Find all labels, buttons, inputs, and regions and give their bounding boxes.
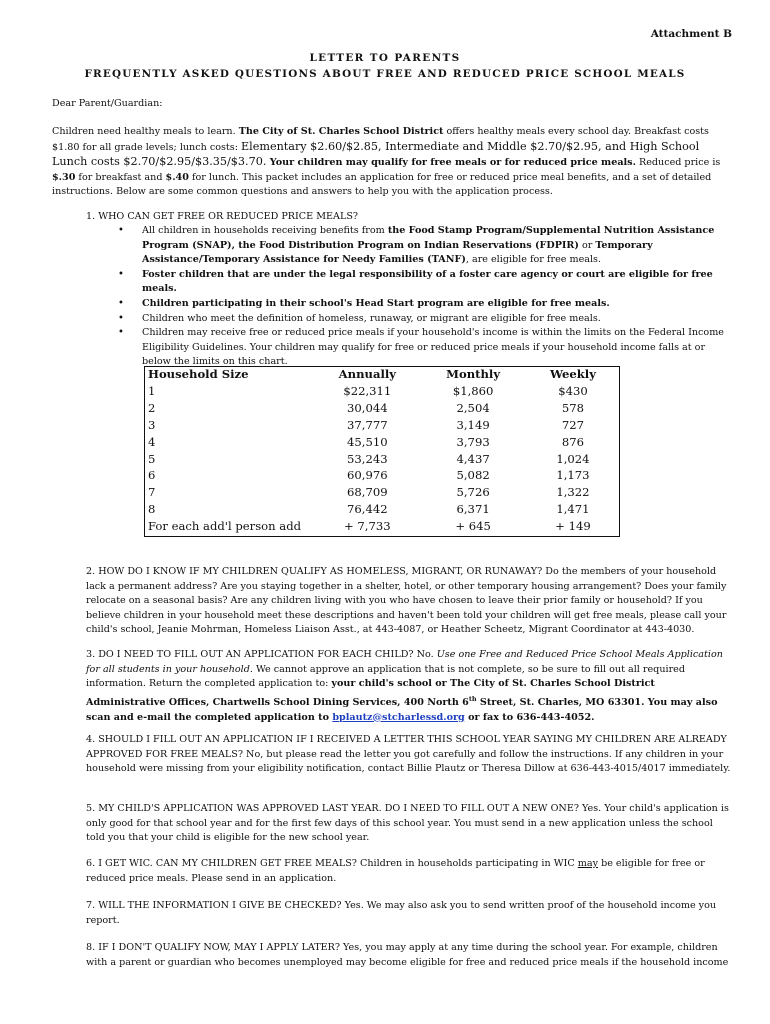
cell-monthly: 4,437 — [456, 451, 490, 466]
cell-weekly: 578 — [561, 400, 585, 415]
list-item: • All children in households receiving benefits from the Food Stamp Program/Supplemental Nutrition Assistance Program (SNAP), the Food Distribution Program on Indian Reservations (FDPIR) or Temporary Assistance/Temporary Assistance for Needy Families (TANF), are eligible for free meals. — [118, 224, 730, 268]
cell-monthly: 5,082 — [456, 468, 490, 483]
cell-weekly: $430 — [558, 383, 588, 398]
question-2: 2. HOW DO I KNOW IF MY CHILDREN QUALIFY AS HOMELESS, MIGRANT, OR RUNAWAY? Do the members of your household lack a permanent address? Are you staying together in a shelter, hotel, or other temporary housing arrangement? Does your family relocate on a seasonal basis? Are any children living with you who have chosen to leave their prior family or household? If you believe children in your household meet these descriptions and haven't been told your children will get free meals, please call your child's school, Jeanie Mohrman, Homeless Liaison Asst., at 443-4087, or Heather Scheetz, Migrant Coordinator at 443-4030. — [86, 566, 727, 636]
cell-weekly: 1,471 — [556, 502, 590, 517]
cell-monthly: 3,793 — [456, 434, 490, 449]
cell-household-size: 3 — [148, 417, 156, 432]
cell-weekly: 876 — [561, 434, 585, 449]
cell-household-size: For each add'l person add — [148, 519, 302, 534]
cell-annually: $22,311 — [343, 383, 392, 398]
header-household-size: Household Size — [148, 367, 249, 381]
table-row — [144, 417, 620, 434]
cell-monthly: 6,371 — [456, 502, 490, 517]
cell-weekly: + 149 — [555, 519, 591, 534]
question-6: 6. I GET WIC. CAN MY CHILDREN GET FREE MEALS? Children in households participating in WIC may be eligible for free or reduced price meals. Please send in an application. — [86, 858, 705, 884]
income-guidelines-table — [144, 366, 620, 535]
eligibility-list — [118, 224, 730, 370]
table-header-row — [144, 366, 620, 383]
question-1-heading: 1. WHO CAN GET FREE OR REDUCED PRICE MEALS? — [86, 211, 359, 222]
table-row — [144, 467, 620, 484]
cell-household-size: 8 — [148, 502, 156, 517]
greeting: Dear Parent/Guardian: — [52, 98, 163, 109]
table-row — [144, 484, 620, 501]
cell-annually: 37,777 — [347, 417, 388, 432]
list-item: • Children participating in their school's Head Start program are eligible for free meals. — [118, 297, 730, 312]
cell-annually: 76,442 — [347, 502, 388, 517]
cell-annually: 45,510 — [347, 434, 388, 449]
list-item: • Children may receive free or reduced price meals if your household's income is within the limits on the Federal Income Eligibility Guidelines. Your children may qualify for free or reduced price meals if your household income falls at or below the limits on this chart. — [118, 326, 730, 370]
cell-monthly: 2,504 — [456, 400, 490, 415]
letter-title: LETTER TO PARENTS — [309, 52, 461, 64]
question-4: 4. SHOULD I FILL OUT AN APPLICATION IF I RECEIVED A LETTER THIS SCHOOL YEAR SAYING MY CHILDREN ARE ALREADY APPROVED FOR FREE MEALS? No, but please read the letter you got carefully and follow the instructions. If any children in your household were missing from your eligibility notification, contact Billie Plautz or Theresa Dillow at 636-443-4015/4017 immediately. — [86, 734, 731, 775]
cell-household-size: 5 — [148, 451, 156, 466]
table-row — [144, 518, 620, 535]
header-monthly: Monthly — [446, 367, 501, 381]
cell-monthly: 3,149 — [456, 417, 490, 432]
header-annually: Annually — [338, 367, 396, 381]
table-row — [144, 451, 620, 468]
email-link[interactable]: bplautz@stcharlessd.org — [332, 711, 465, 723]
header-weekly: Weekly — [549, 367, 596, 381]
cell-household-size: 1 — [148, 383, 156, 398]
table-row — [144, 434, 620, 451]
cell-weekly: 1,173 — [556, 468, 590, 483]
question-7: 7. WILL THE INFORMATION I GIVE BE CHECKED? Yes. We may also ask you to send written proof of the household income you report. — [86, 900, 717, 926]
list-item: • Foster children that are under the legal responsibility of a foster care agency or court are eligible for free meals. — [118, 268, 730, 297]
cell-annually: + 7,733 — [344, 519, 391, 534]
cell-household-size: 7 — [148, 485, 156, 500]
cell-weekly: 1,322 — [556, 485, 590, 500]
cell-monthly: $1,860 — [452, 383, 494, 398]
cell-annually: 30,044 — [347, 400, 388, 415]
cell-household-size: 4 — [148, 434, 156, 449]
cell-annually: 60,976 — [347, 468, 388, 483]
question-8: 8. IF I DON'T QUALIFY NOW, MAY I APPLY LATER? Yes, you may apply at any time during the school year. For example, children with a parent or guardian who becomes unemployed may become eligible for free and reduced price meals if the household income — [86, 942, 729, 968]
cell-annually: 53,243 — [347, 451, 388, 466]
table-row — [144, 383, 620, 400]
table-row — [144, 400, 620, 417]
cell-household-size: 6 — [148, 468, 156, 483]
cell-annually: 68,709 — [347, 485, 388, 500]
table-row — [144, 501, 620, 518]
cell-monthly: 5,726 — [456, 485, 490, 500]
list-item: • Children who meet the definition of homeless, runaway, or migrant are eligible for free meals. — [118, 312, 730, 327]
question-3: 3. DO I NEED TO FILL OUT AN APPLICATION FOR EACH CHILD? No. Use one Free and Reduced Price School Meals Application for all students in your household. We cannot approve an application that is not complete, so be sure to fill out all required information. Return the completed application to: your child's school or The City of St. Charles School District Administrative Offices, Chartwells School Dining Services, 400 North 6th Street, St. Charles, MO 63301. You may also scan and e-mail the completed application to bplautz@stcharlessd.org or fax to 636-443-4052. — [86, 649, 723, 723]
attachment-label: Attachment B — [650, 28, 732, 40]
question-5: 5. MY CHILD'S APPLICATION WAS APPROVED LAST YEAR. DO I NEED TO FILL OUT A NEW ONE? Yes. Your child's application is only good for that school year and for the first few days of this school year. You must send in a new application unless the school told you that your child is eligible for the new school year. — [86, 803, 729, 844]
intro-paragraph: Children need healthy meals to learn. The City of St. Charles School District offers healthy meals every school day. Breakfast costs $1.80 for all grade levels; lunch costs: Elementary $2.60/$2.85, Intermediate and Middle $2.70/$2.95, and High School Lunch costs $2.70/$2.95/$3.35/$3.70. Your children may qualify for free meals or for reduced price meals. Reduced price is $.30 for breakfast and $.40 for lunch. This packet includes an application for free or reduced price meal benefits, and a set of detailed instructions. Below are some common questions and answers to help you with the application process. — [52, 126, 721, 198]
cell-monthly: + 645 — [455, 519, 491, 534]
cell-weekly: 1,024 — [556, 451, 590, 466]
cell-weekly: 727 — [561, 417, 585, 432]
cell-household-size: 2 — [148, 400, 156, 415]
faq-title: FREQUENTLY ASKED QUESTIONS ABOUT FREE AND REDUCED PRICE SCHOOL MEALS — [84, 68, 686, 80]
